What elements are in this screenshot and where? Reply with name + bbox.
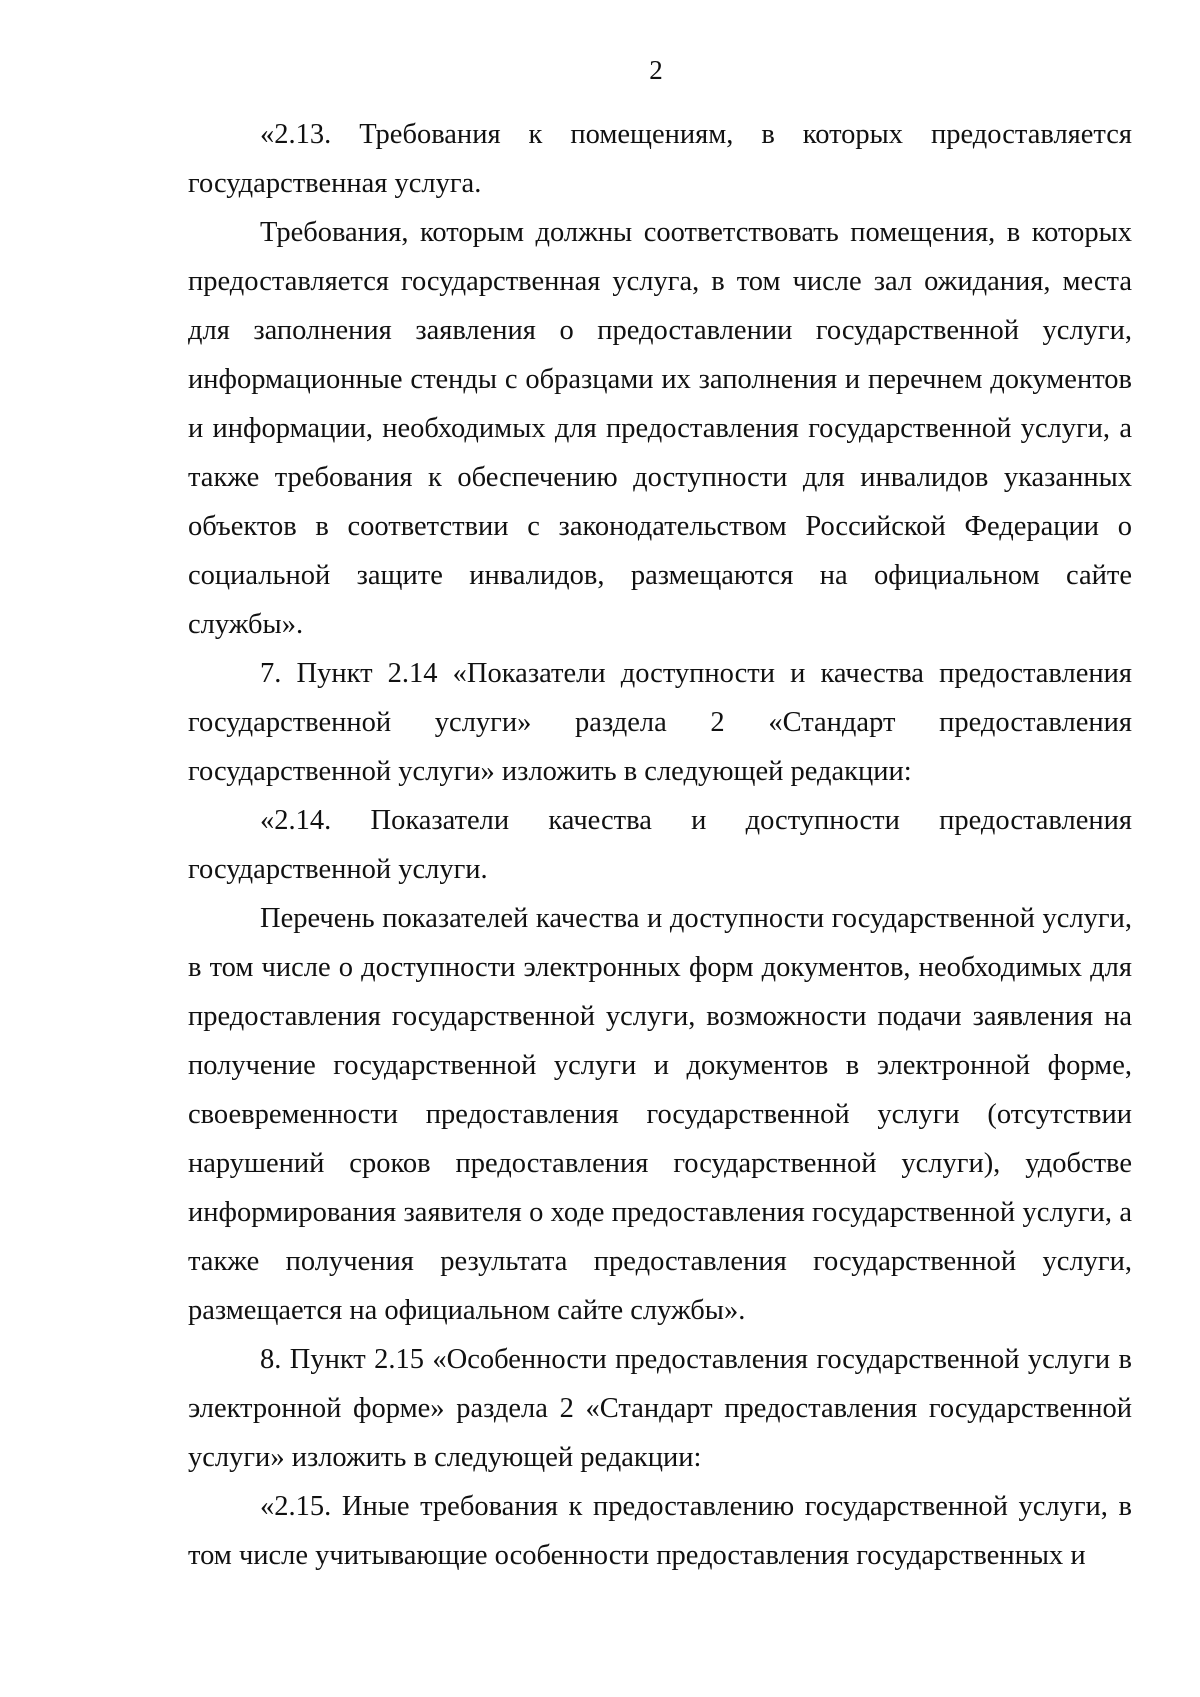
paragraph-quality-indicators: Перечень показателей качества и доступности государственной услуги, в том числе о доступности электронных форм документов, необходимых для предоставления государственной услуги, возможности подачи заявления на получение государственной услуги и документов в электронной форме, своевременности предоставления государственной услуги (отсутствии нарушений сроков предоставления государственной услуги), удобстве информирования заявителя о ходе предоставления государственной услуги, а также получения результата предоставления государственной услуги, размещается на официальном сайте службы». (188, 903, 1132, 1326)
page-number: 2 (649, 55, 663, 85)
paragraph-item-8: 8. Пункт 2.15 «Особенности предоставления государственной услуги в электронной форме» раздела 2 «Стандарт предоставления государственной услуги» изложить в следующей редакции: (188, 1344, 1132, 1473)
paragraph-2-13-heading: «2.13. Требования к помещениям, в которых предоставляется государственная услуга. (188, 119, 1132, 199)
paragraph-premises-requirements: Требования, которым должны соответствовать помещения, в которых предоставляется государственная услуга, в том числе зал ожидания, места для заполнения заявления о предоставлении государственной услуги, информационные стенды с образцами их заполнения и перечнем документов и информации, необходимых для предоставления государственной услуги, а также требования к обеспечению доступности для инвалидов указанных объектов в соответствии с законодательством Российской Федерации о социальной защите инвалидов, размещаются на официальном сайте службы». (188, 217, 1132, 640)
paragraph-2-14-heading: «2.14. Показатели качества и доступности предоставления государственной услуги. (188, 805, 1132, 885)
document-body (188, 110, 1132, 1580)
paragraph-2-15-heading: «2.15. Иные требования к предоставлению государственной услуги, в том числе учитывающие особенности предоставления государственных и (188, 1491, 1132, 1571)
paragraph-item-7: 7. Пункт 2.14 «Показатели доступности и качества предоставления государственной услуги» раздела 2 «Стандарт предоставления государственной услуги» изложить в следующей редакции: (188, 658, 1132, 787)
